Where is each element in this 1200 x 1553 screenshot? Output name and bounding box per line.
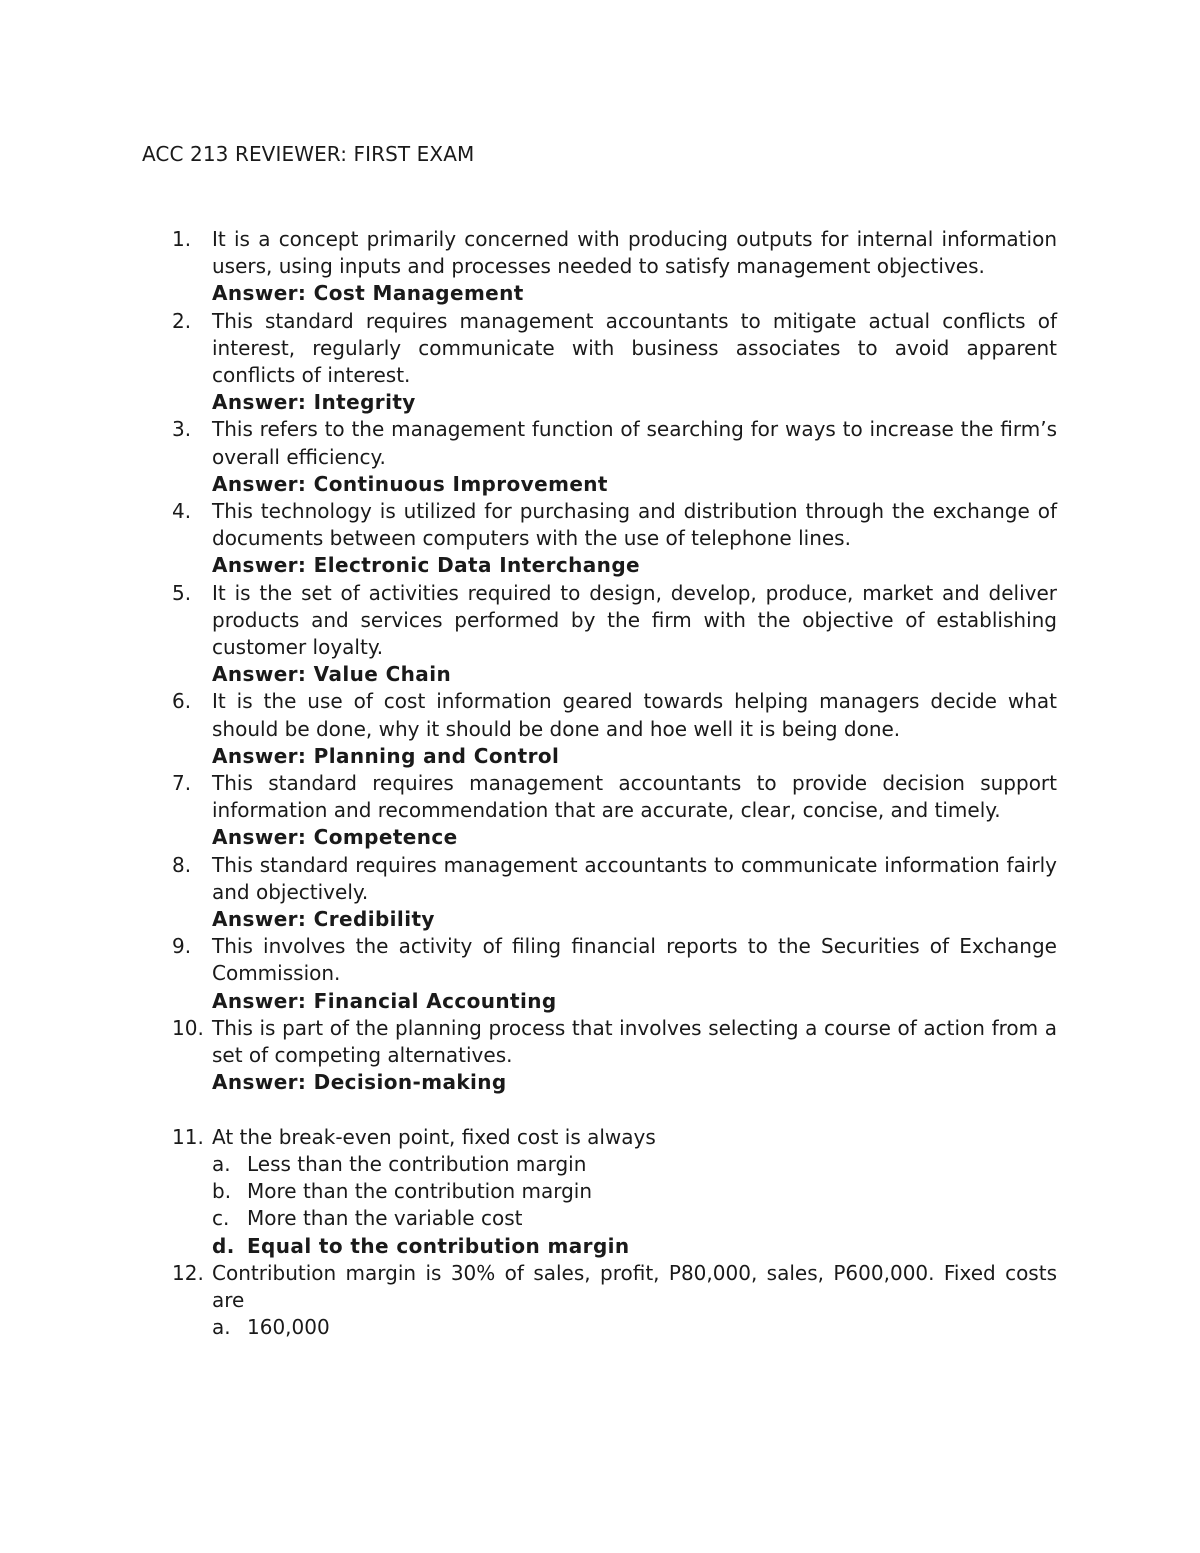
question-text: This standard requires management accountants to mitigate actual conflicts of interest, regularly communicate with business associates to avoid apparent conflicts of interest. — [212, 308, 1057, 388]
question-8 — [0, 852, 1057, 934]
option-letter: d. — [212, 1233, 235, 1258]
answer-text: Answer: Value Chain — [212, 662, 452, 687]
question-text: This standard requires management accountants to provide decision support information and recommendation that are accurate, clear, concise, and timely. — [212, 771, 1057, 823]
option-letter: b. — [212, 1179, 232, 1204]
question-number: 10. — [172, 1015, 204, 1040]
question-number: 5. — [172, 580, 192, 605]
question-text: This refers to the management function of searching for ways to increase the firm’s overall efficiency. — [212, 417, 1057, 469]
answer-text: Answer: Continuous Improvement — [212, 471, 608, 496]
question-2 — [0, 308, 1057, 417]
answer-text: Answer: Planning and Control — [212, 743, 560, 768]
answer-text: Answer: Cost Management — [212, 281, 524, 306]
question-9 — [0, 933, 1057, 1015]
question-text: It is the set of activities required to design, develop, produce, market and deliver products and services performed by the firm with the objective of establishing customer loyalty. — [212, 580, 1057, 660]
question-text: It is a concept primarily concerned with producing outputs for internal information users, using inputs and processes needed to satisfy management objectives. — [212, 227, 1057, 279]
question-number: 2. — [172, 308, 192, 333]
question-number: 6. — [172, 689, 192, 714]
option-letter: a. — [212, 1151, 231, 1176]
question-text: It is the use of cost information geared towards helping managers decide what should be done, why it should be done and hoe well it is being done. — [212, 689, 1057, 741]
question-1 — [0, 226, 1057, 308]
option-a — [212, 1314, 1057, 1341]
question-12 — [0, 1260, 1057, 1342]
question-number: 1. — [172, 227, 192, 251]
question-text: At the break-even point, fixed cost is always — [212, 1124, 656, 1149]
question-text: This involves the activity of filing financial reports to the Securities of Exchange Commission. — [212, 934, 1057, 986]
question-number: 11. — [172, 1124, 204, 1149]
question-10 — [0, 1015, 1057, 1097]
question-6 — [0, 688, 1057, 770]
question-4 — [0, 498, 1057, 580]
question-number: 8. — [172, 852, 192, 877]
question-text: This standard requires management accountants to communicate information fairly and objectively. — [212, 852, 1057, 904]
option-text: Less than the contribution margin — [247, 1151, 587, 1176]
question-list — [0, 226, 1200, 1341]
option-text: Equal to the contribution margin — [247, 1233, 630, 1258]
answer-options — [212, 1151, 1057, 1260]
option-d-correct — [212, 1233, 1057, 1260]
option-letter: c. — [212, 1206, 230, 1231]
option-c — [212, 1205, 1057, 1232]
answer-text: Answer: Financial Accounting — [212, 988, 557, 1013]
answer-text: Answer: Integrity — [212, 390, 416, 415]
option-a — [212, 1151, 1057, 1178]
answer-text: Answer: Decision-making — [212, 1070, 507, 1095]
question-number: 9. — [172, 934, 192, 959]
question-number: 3. — [172, 417, 192, 442]
question-number: 12. — [172, 1260, 204, 1285]
question-3 — [0, 416, 1057, 498]
answer-options — [212, 1314, 1057, 1341]
option-letter: a. — [212, 1315, 231, 1340]
answer-text: Answer: Credibility — [212, 907, 435, 932]
option-text: More than the contribution margin — [247, 1179, 593, 1204]
answer-text: Answer: Competence — [212, 825, 458, 850]
question-text: This is part of the planning process that involves selecting a course of action from a set of competing alternatives. — [212, 1015, 1057, 1068]
question-text: This technology is utilized for purchasing and distribution through the exchange of documents between computers with the use of telephone lines. — [212, 499, 1057, 551]
question-number: 7. — [172, 771, 192, 796]
answer-text: Answer: Electronic Data Interchange — [212, 553, 640, 578]
option-text: More than the variable cost — [247, 1206, 523, 1231]
question-11 — [0, 1124, 1057, 1260]
document-title: ACC 213 REVIEWER: FIRST EXAM — [142, 142, 475, 166]
blank-line — [0, 1097, 1200, 1124]
question-number: 4. — [172, 499, 192, 524]
question-text: Contribution margin is 30% of sales, profit, P80,000, sales, P600,000. Fixed costs are — [212, 1260, 1057, 1312]
option-b — [212, 1178, 1057, 1205]
option-text: 160,000 — [247, 1315, 330, 1340]
question-7 — [0, 770, 1057, 852]
question-5 — [0, 580, 1057, 689]
